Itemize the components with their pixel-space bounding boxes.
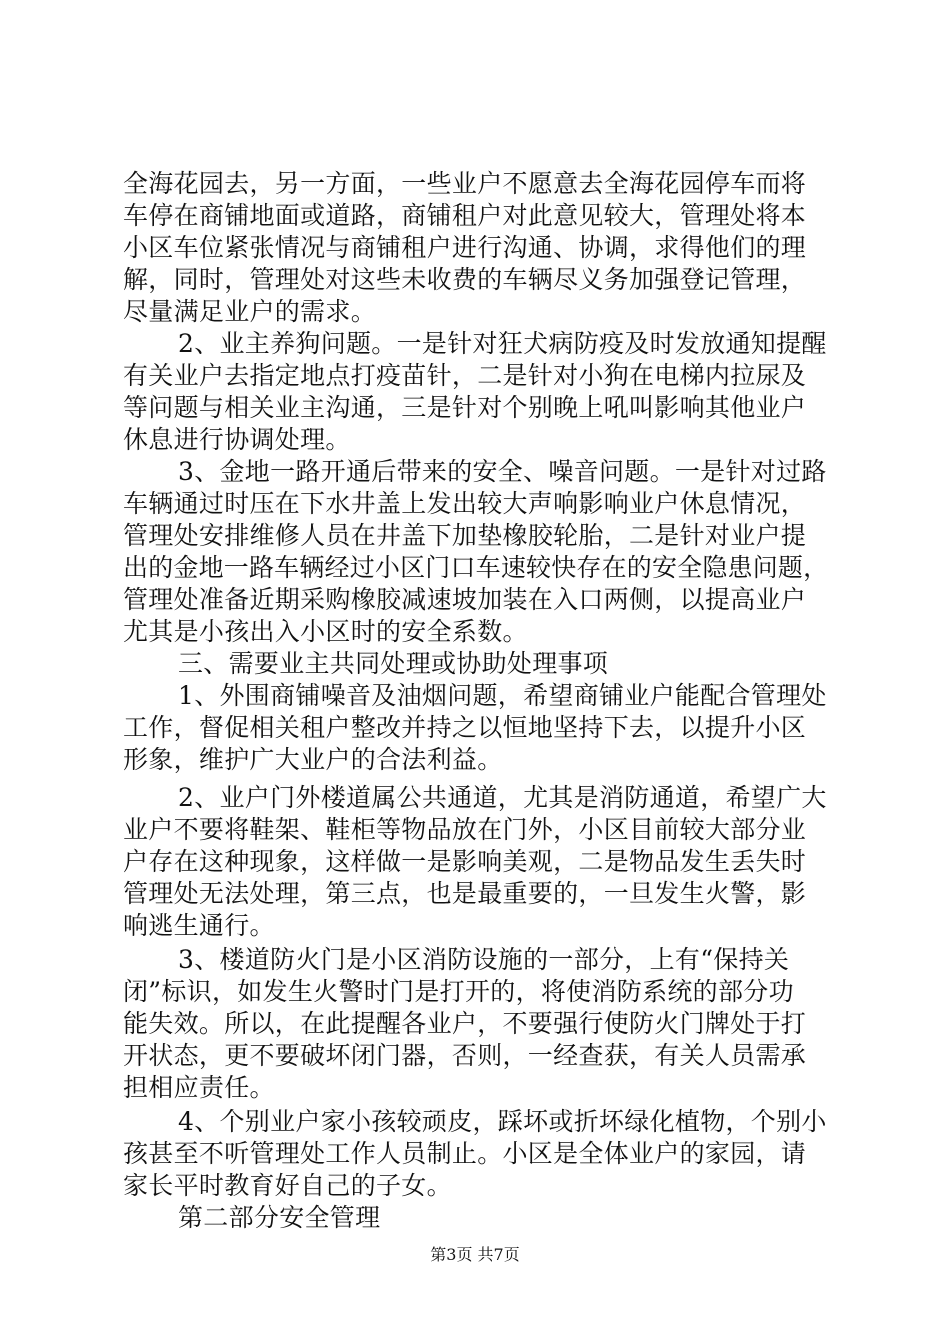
page-number: 第3页 共7页: [430, 1245, 520, 1264]
text-line: 开状态，更不要破坏闭门器，否则，一经查获，有关人员需承: [123, 1041, 807, 1070]
text-line: 能失效。所以，在此提醒各业户，不要强行使防火门牌处于打: [123, 1009, 807, 1038]
text-line: 车停在商铺地面或道路，商铺租户对此意见较大，管理处将本: [123, 201, 807, 230]
text-line: 1、外围商铺噪音及油烟问题，希望商铺业户能配合管理处: [178, 681, 827, 710]
text-line: 管理处无法处理，第三点，也是最重要的，一旦发生火警，影: [123, 879, 807, 908]
section-heading: 第二部分安全管理: [178, 1203, 381, 1232]
text-line: 形象，维护广大业户的合法利益。: [123, 745, 503, 774]
text-line: 2、业主养狗问题。一是针对狂犬病防疫及时发放通知提醒: [178, 329, 827, 358]
text-line: 担相应责任。: [123, 1073, 275, 1102]
section-heading: 三、需要业主共同处理或协助处理事项: [178, 649, 609, 678]
text-line: 响逃生通行。: [123, 911, 275, 940]
text-line: 尽量满足业户的需求。: [123, 297, 377, 326]
text-line: 等问题与相关业主沟通，三是针对个别晚上吼叫影响其他业户: [123, 393, 807, 422]
text-line: 管理处安排维修人员在井盖下加垫橡胶轮胎，二是针对业户提: [123, 521, 807, 550]
text-line: 4、个别业户家小孩较顽皮，踩坏或折坏绿化植物，个别小: [178, 1107, 827, 1136]
text-line: 全海花园去，另一方面，一些业户不愿意去全海花园停车而将: [123, 169, 807, 198]
text-line: 有关业户去指定地点打疫苗针，二是针对小狗在电梯内拉尿及: [123, 361, 807, 390]
text-line: 3、楼道防火门是小区消防设施的一部分，上有“保持关: [178, 945, 790, 974]
text-line: 闭”标识，如发生火警时门是打开的，将使消防系统的部分功: [123, 977, 794, 1006]
text-line: 尤其是小孩出入小区时的安全系数。: [123, 617, 528, 646]
text-line: 出的金地一路车辆经过小区门口车速较快存在的安全隐患问题，: [123, 553, 829, 582]
text-line: 3、金地一路开通后带来的安全、噪音问题。一是针对过路: [178, 457, 827, 486]
text-line: 户存在这种现象，这样做一是影响美观，二是物品发生丢失时: [123, 847, 807, 876]
text-line: 车辆通过时压在下水井盖上发出较大声响影响业户休息情况，: [123, 489, 807, 518]
text-line: 解，同时，管理处对这些未收费的车辆尽义务加强登记管理，: [123, 265, 807, 294]
text-line: 小区车位紧张情况与商铺租户进行沟通、协调，求得他们的理: [123, 233, 807, 262]
text-line: 孩甚至不听管理处工作人员制止。小区是全体业户的家园，请: [123, 1139, 807, 1168]
text-line: 工作，督促相关租户整改并持之以恒地坚持下去，以提升小区: [123, 713, 807, 742]
text-line: 管理处准备近期采购橡胶减速坡加装在入口两侧，以提高业户: [123, 585, 807, 614]
text-line: 业户不要将鞋架、鞋柜等物品放在门外，小区目前较大部分业: [123, 815, 807, 844]
text-line: 休息进行协调处理。: [123, 425, 351, 454]
text-line: 2、业户门外楼道属公共通道，尤其是消防通道，希望广大: [178, 783, 827, 812]
text-line: 家长平时教育好自己的子女。: [123, 1171, 452, 1200]
